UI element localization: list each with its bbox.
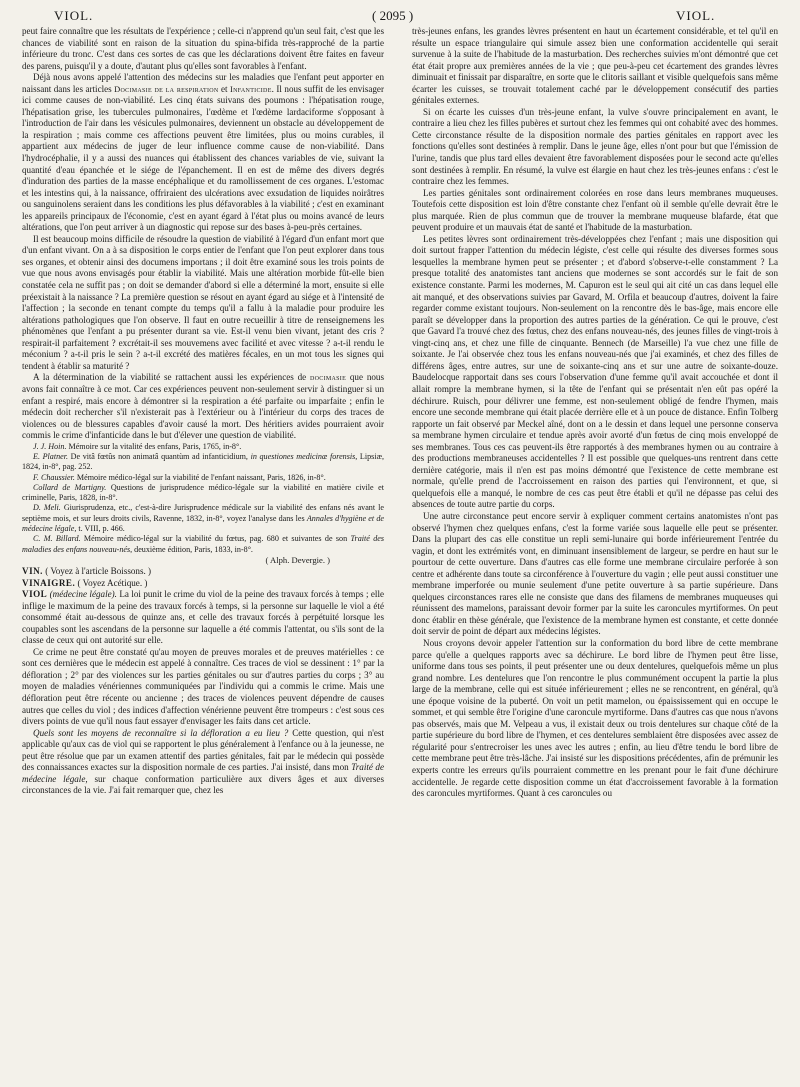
paragraph: Les parties génitales sont ordinairement colorées en rose dans leurs membranes muqueuses. Toutefois cette disposition est loin d'être constante chez l'enfant où il semble qu'elle devrait être le plus marquée. Rien de plus commun que de trouver la membrane muqueuse blafarde, état que peuvent produire et un mauvais état de santé et l'habitude de la masturbation. (412, 187, 778, 233)
paragraph: Les petites lèvres sont ordinairement très-développées chez l'enfant ; mais une disposition qui doit surtout frapper l'attention du médecin légiste, c'est celle qui résulte des diverses formes sous lesquelles la membrane hymen peut se présenter ; et d'abord s'observe-t-elle constamment ? La presque totalité des anatomistes tant anciens que modernes se sont accordés sur le fait de son existence constante. Parmi les modernes, M. Capuron est le seul qui ait cité un cas dans lequel elle ait manqué, et des observations suivies par Gavard, M. Orfila et beaucoup d'autres, doivent la faire regarder comme existant toujours. Non-seulement on la rencontre dès le bas-âge, mais encore elle paraît se développer dans la proportion des autres parties de la génération. Ce qui le prouve, c'est que Gavard l'a trouvé chez des fœtus, chez des enfans nouveau-nés, des jeunes filles de vingt-trois à vingt-cinq ans, et chez une fille de cinquante. Bennech (de Marseille) l'a vue chez une fille de soixante. Je l'ai observée chez tous les enfans nouveau-nés que j'ai examinés, et chez des filles de différens âges, entre autres, sur une de soixante-cinq ans et sur une autre de soixante-douze. Baudelocque rapportait dans ses cours l'observation d'une femme qu'il avait accouchée et dont il allait rompre la membrane hymen, si la tête de l'enfant qui se présentait n'en eût pas opéré la déchirure. Ruisch, pour délivrer une femme, est non-seulement obligé de fendre l'hymen, mais encore une seconde membrane qui était placée derrière elle et à un pouce de distance. Enfin Tolberg rapporte un fait observé par Meckel aîné, dont on a le dessin et dans lequel une personne conserva sa membrane hymen circulaire et tendue après avoir avorté d'un fœtus de cinq mois enveloppé de ses membranes. Tous ces cas peuvent-ils être rapportés à des membranes hymen ou au contraire à des productions membraneuses accidentelles ? Il est possible que quelques-uns rentrent dans cette dernière catégorie, mais il n'en est pas moins démontré que l'existence de cette membrane est normale, qu'elle prend de l'accroissement en raison des parties qui l'environnent, et que, si quelquefois elle a manqué, le nombre de ces cas peut être établi et qu'il ne dépasse pas celui des absences de toute autre partie du corps. (412, 233, 778, 510)
paragraph: Ce crime ne peut être constaté qu'au moyen de preuves morales et de preuves matérielles : ce sont ces dernières que le médecin est appelé à connaître. Ces traces de viol se dessinent : 1° par la défloration ; 2° par des violences sur les parties génitales ou sur d'autres parties du corps ; 3° au moyen de maladies vénériennes communiquées par l'individu qui a commis le crime. Mais une défloration peut être récente ou ancienne ; des traces de violences peuvent dépendre de causes autres que celles du viol ; des indices d'affection vénérienne peuvent être trompeurs : c'est sous ces divers points de vue qu'il nous faut essayer d'envisager les faits dans cet article. (22, 646, 384, 727)
paragraph: Si on écarte les cuisses d'un très-jeune enfant, la vulve s'ouvre principalement en avant, le contraire a lieu chez les filles pubères et surtout chez les femmes qui ont cohabité avec des hommes. Cette circonstance résulte de la disposition normale des parties génitales en rapport avec les fonctions qu'elles sont destinées à remplir. Dans le jeune âge, elles n'ont pour but que l'émission de l'urine, tandis que plus tard elles devaient être favorablement disposées pour le second acte qu'elles sont destinées à remplir. En résumé, la vulve est élargie en haut chez les très-jeunes enfans : c'est le contraire chez les femmes. (412, 106, 778, 187)
paragraph: Une autre circonstance peut encore servir à expliquer comment certains anatomistes n'ont pas observé l'hymen chez quelques enfans, c'est la forme variée sous laquelle elle peut se présenter. Dans la plupart des cas elle constitue un repli semi-lunaire qui borde inférieurement l'entrée du vagin, et dont les extrémités vont, en diminuant insensiblement de largeur, se perdre en haut sur le pourtour de cette ouverture. Dans d'autres cas elle forme une membrane circulaire perforée à son centre et adhérente dans toute sa circonférence à l'ouverture du vagin ; elle peut aussi constituer une membrane imperforée ou munie seulement d'une petite ouverture à sa partie supérieure. Dans quelques circonstances rares elle ne consiste que dans des filamens de membranes muqueuses qui réunissent des mamelons, paraissant devoir former par la suite les caroncules myrtiformes. On peut donc établir en thèse générale, que l'existence de la membrane hymen est constante, et cette donnée doit servir de point de départ aux médecins légistes. (412, 510, 778, 637)
entry-viol: VIOL (médecine légale). La loi punit le crime du viol de la peine des travaux forcés à temps ; elle inflige le maximum de la peine des travaux forcés à temps, si la personne sur laquelle le viol a été consommé était au-dessous de quinze ans, et celle des travaux forcés à perpétuité lorsque les coupables sont les ascendans de la personne sur laquelle a été commis l'attentat, ou s'ils sont de la classe de ceux qui ont autorité sur elle. (22, 589, 384, 646)
running-header (14, 8, 786, 22)
header-right-title: VIOL. (676, 8, 716, 23)
reference-entry: J. J. Hoin. Mémoire sur la vitalité des enfans, Paris, 1765, in-8°. (33, 441, 242, 451)
right-column (412, 26, 778, 1081)
paragraph: Quels sont les moyens de reconnaître si la défloration a eu lieu ? Cette question, qui n'est applicable qu'aux cas de viol qui se rapportent le plus généralement à l'enfance ou à la jeunesse, ne peut être résolue que par un examen attentif des parties génitales, fait par le médecin qui possède des connaissances exactes sur la disposition normale de ces parties. J'ai insisté, dans mon Traité de médecine légale, sur chaque conformation particulière aux divers âges et aux diverses circonstances de la vie. J'ai fait remarquer que, chez les (22, 727, 384, 796)
entry-vinaigre: VINAIGRE. ( Voyez Acétique. ) (22, 577, 148, 588)
reference-entry: C. M. Billard. Mémoire médico-légal sur la viabilité du fœtus, pag. 680 et suivantes de son Traité des maladies des enfans nouveau-nés, deuxième édition, Paris, 1833, in-8°. (22, 534, 384, 554)
paragraph: A la détermination de la viabilité se rattachent aussi les expériences de docimasie que nous avons fait connaître à ce mot. Car ces expériences peuvent non-seulement servir à distinguer si un enfant a respiré, mais encore à démontrer si la respiration a été parfaite ou imparfaite ; enfin le médecin doit rechercher s'il n'existerait pas à l'extérieur ou à l'intérieur du corps des traces de violences ou de blessures capables d'avoir causé la mort. Des héritiers avides pourraient avoir commis le crime d'infanticide dans le but d'élever une question de viabilité. (22, 372, 384, 441)
paragraph: très-jeunes enfans, les grandes lèvres présentent en haut un écartement considérable, et tel qu'il en résulte un espace triangulaire qui simule assez bien une conformation accidentelle qui serait survenue à la suite de l'habitude de la masturbation. Des recherches suivies m'ont démontré que cet état était propre aux premières années de la vie ; que peu-à-peu cet écartement des grandes lèvres diminuait et finissait par disparaître, en sorte que le clitoris saillant et visible quelquefois sans même écarter les cuisses, se trouvait totalement caché par le développement consécutif des parties génitales externes. (412, 26, 778, 106)
paragraph: Nous croyons devoir appeler l'attention sur la conformation du bord libre de cette membrane parce qu'elle a quelques rapports avec sa déchirure. Le bord libre de l'hymen peut être lisse, uniforme dans tous ses points, il peut présenter une ou deux dentelures, quelquefois même un plus grand nombre. Les dentelures que l'on rencontre le plus communément occupent la partie la plus large de la membrane, celle qui est située inférieurement ; elles ne se rencontrent, en général, qu'à une époque voisine de la puberté. On voit un petit mamelon, ou épaississement qui en occupe le sommet, et qui semble être l'origine d'une caroncule myrtiforme. Dans d'autres cas que nous n'avons pas observés, mais que M. Velpeau a vus, il existait deux ou trois dentelures sur chaque côté de la partie supérieure du bord libre de l'hymen, et ces dentelures semblaient être disposées avec assez de régularité pour s'entrecroiser les unes avec les autres ; enfin, au lieu d'être tendu le bord libre de cette membrane peut être très-lâche. J'ai insisté sur les dispositions précédentes, afin de prémunir les experts contre les erreurs qu'ils pourraient commettre en les prenant pour le fait d'une déchirure accidentelle. Je regarde cette disposition comme un état d'accroissement favorable à la formation des caroncules myrtiformes. Quant à ces caroncules ou (412, 637, 778, 799)
reference-entry: Collard de Martigny. Questions de jurisprudence médico-légale sur la viabilité en matière civile et criminelle, Paris, 1828, in-8°. (22, 482, 384, 503)
author-signature: ( Alph. Devergie. ) (265, 554, 330, 565)
text-columns (22, 26, 788, 1081)
left-column (22, 26, 384, 1081)
page-number: ( 2095 ) (372, 8, 414, 23)
paragraph: peut faire connaître que les résultats de l'expérience ; celle-ci n'apprend qu'un seul fait, c'est que les chances de viabilité sont en raison de la situation du spina-bifida très-rapproché de la partie inférieure du tronc. C'est dans ces sortes de cas que les déclarations doivent être faites en faveur des parens, puisqu'il y a doute, d'autant plus qu'elles sont favorables à l'enfant. (22, 26, 384, 71)
header-left-title: VIOL. (54, 8, 94, 23)
reference-entry: D. Meli. Giurisprudenza, etc., c'est-à-dire Jurisprudence médicale sur la viabilité des enfans nés avant le septième mois, et sur leurs droits civils, Ravenne, 1832, in-8°, voyez l'analyse dans les Annales d'hygiène et de médecine légale, t. VIII, p. 466. (22, 503, 384, 534)
paragraph: Déjà nous avons appelé l'attention des médecins sur les maladies que l'enfant peut apporter en naissant dans les articles Docimasie de la respiration et Infanticide. Il nous suffit de les envisager ici comme causes de non-viabilité. Les cinq états suivans des poumons : l'hépatisation rouge, l'hépatisation grise, les tubercules pulmonaires, l'œdème et l'œdème lardaciforme s'opposant à l'introduction de l'air dans les vésicules pulmonaires, deviennent un obstacle au développement de la respiration ; mais comme ces affections peuvent être limitées, plus ou moins curables, il appartient aux médecins de juger de leur influence comme cause de non-viabilité. Dans l'hydrocéphalie, il y a aussi des nuances qui établissent des chances variables de vie, suivant la quantité d'eau épanchée et le siége de l'épanchement. Il en est de même des divers degrés d'induration des parties de la masse encéphalique et du ramollissement de ces organes. L'estomac et les intestins qui, à la naissance, offriraient des ulcérations avec exsudation de liquides noirâtres ou sanguinolens seraient dans les conditions les plus défavorables à la viabilité ; c'est en examinant les appareils principaux de l'économie, c'est en ayant égard à l'état plus ou moins avancé de leurs altérations, que l'on peut arriver à un diagnostic qui repose sur des bases à-peu-près certaines. (22, 72, 384, 233)
entry-vin: VIN. ( Voyez à l'article Boissons. ) (22, 565, 152, 576)
reference-entry: F. Chaussier. Mémoire médico-légal sur la viabilité de l'enfant naissant, Paris, 1826, in-8°. (33, 472, 326, 482)
reference-entry: E. Platner. De vitâ fœtûs non animatâ quantùm ad infanticidium, in questiones medicinæ forensis, Lipsiæ, 1824, in-8°, pag. 252. (22, 451, 384, 472)
paragraph: Il est beaucoup moins difficile de résoudre la question de viabilité à l'égard d'un enfant mort que d'un enfant vivant. On a à sa disposition le corps entier de l'enfant que l'on peut explorer dans tous ses organes, et obtenir ainsi des documens importans ; il doit être examiné sous les trois points de vue que nous avons envisagés pour établir la viabilité. Mais une altération morbide fût-elle bien constatée cela ne suffit pas ; on doit se demander d'abord si elle a déterminé la mort, ensuite si elle préexistait à la naissance ? La première question se résout en ayant égard au siége et à l'intensité de l'affection ; la seconde en tenant compte du temps qu'il a fallu à la maladie pour produire les altérations pathologiques que l'on observe. Il faut en outre recueillir à titre de renseignemens les phénomènes que l'enfant a pu présenter durant sa vie. Est-il venu bien vivant, jetant des cris ? respirait-il parfaitement ? excrétait-il ses mouvemens avec facilité et avec vitesse ? a-t-il rendu le méconium ? a-t-il pris le sein ? a-t-il excrété des matières fécales, en un mot tous les signes qui tendent à établir sa maturité ? (22, 233, 384, 371)
